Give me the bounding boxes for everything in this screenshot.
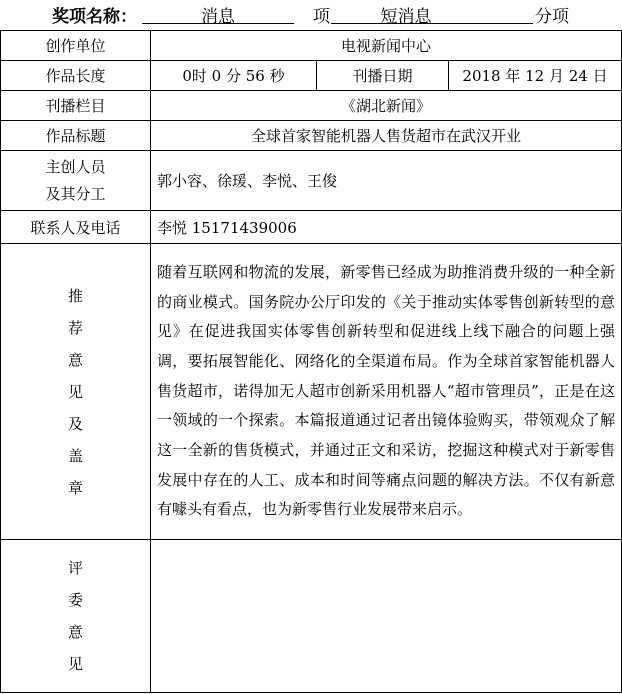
jury-label-char: 委 [67,591,83,609]
title-value[interactable]: 全球首家智能机器人售货超市在武汉开业 [151,121,622,151]
unit-label: 创作单位 [1,31,151,61]
column-value[interactable]: 《湖北新闻》 [151,91,622,121]
jury-label-char: 意 [67,623,83,641]
recommendation-label-char: 盖 [67,446,83,465]
broadcast-date-label: 刊播日期 [317,61,449,91]
award-category-field[interactable]: 消息 [142,2,294,24]
jury-opinion-field[interactable] [151,540,622,693]
contact-value[interactable]: 李悦 15171439006 [151,211,622,244]
unit-value[interactable]: 电视新闻中心 [151,31,622,61]
row-contact [1,211,622,244]
creators-label-line2: 及其分工 [45,184,106,203]
jury-label [1,540,151,693]
recommendation-label-char: 见 [67,382,83,401]
jury-label-char: 评 [67,559,83,577]
subcategory-underline-tail [481,2,533,24]
broadcast-date-value[interactable]: 2018 年 12 月 24 日 [449,61,622,91]
award-subcategory-field[interactable]: 短消息 [331,2,481,24]
item-label: 项 [313,7,330,27]
row-title [1,121,622,151]
jury-label-chars [1,552,150,680]
row-column [1,91,622,121]
creators-label [1,151,151,211]
row-jury [1,540,622,693]
title-label: 作品标题 [1,121,151,151]
jury-label-char: 见 [67,655,83,673]
award-header [0,0,622,30]
recommendation-label-char: 推 [67,286,83,305]
length-label: 作品长度 [1,61,151,91]
length-value[interactable]: 0时 0 分 56 秒 [151,61,317,91]
recommendation-label-char: 及 [67,414,83,433]
award-name-label: 奖项名称： [52,7,137,27]
recommendation-label-chars [1,280,150,504]
row-unit [1,31,622,61]
recommendation-label-char: 荐 [67,318,83,337]
recommendation-text[interactable]: 随着互联网和物流的发展，新零售已经成为助推消费升级的一种全新的商业模式。国务院办公厅印发的《关于推动实体零售创新转型的意见》在促进我国实体零售创新转型和促进线上线下融合的问题上强调，要拓展智能化、网络化的全渠道布局。作为全球首家智能机器人售货超市，诺得加无人超市创新采用机器人“超市管理员”，正是在这一领域的一个探索。本篇报道通过记者出镜体验购买，带领观众了解这一全新的售货模式，并通过正文和采访，挖掘这种模式对于新零售发展中存在的人工、成本和时间等痛点问题的解决方法。不仅有新意有噱头有看点，也为新零售行业发展带来启示。 [151,244,622,540]
contact-label: 联系人及电话 [1,211,151,244]
entry-form-table [0,30,622,693]
creators-value[interactable]: 郭小容、徐瑗、李悦、王俊 [151,151,622,211]
row-creators [1,151,622,211]
subitem-label: 分项 [535,7,569,27]
creators-label-line1: 主创人员 [45,157,106,176]
recommendation-label-char: 意 [67,350,83,369]
recommendation-label-char: 章 [67,478,83,497]
recommendation-label [1,244,151,540]
row-length [1,61,622,91]
row-recommendation [1,244,622,540]
column-label: 刊播栏目 [1,91,151,121]
